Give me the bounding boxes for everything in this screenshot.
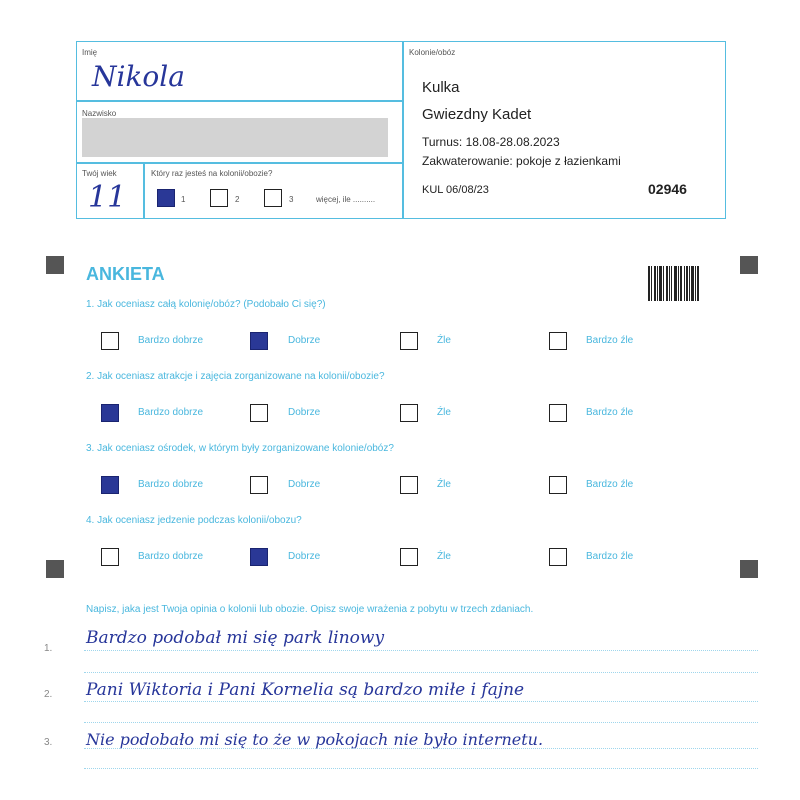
ktory-checkbox-2[interactable] [210, 189, 228, 207]
nazwisko-label: Nazwisko [82, 109, 117, 118]
question-4-checkbox-4[interactable] [549, 548, 567, 566]
question-1-checkbox-3[interactable] [400, 332, 418, 350]
camp-code: KUL 06/08/23 [422, 184, 489, 196]
form-number: 02946 [648, 181, 687, 197]
opinion-line-number-3: 3. [44, 737, 53, 748]
opinion-dotted-line-3b [84, 768, 758, 769]
question-3-option-label-4: Bardzo źle [586, 479, 634, 490]
opinion-dotted-line-3 [84, 748, 758, 749]
question-3-option-label-2: Dobrze [288, 479, 321, 490]
imie-value[interactable]: Nikola [92, 60, 185, 93]
ktory-option-2: 2 [235, 195, 240, 204]
question-1-checkbox-4[interactable] [549, 332, 567, 350]
question-2-option-label-4: Bardzo źle [586, 407, 634, 418]
question-4-checkbox-2[interactable] [250, 548, 268, 566]
registration-marker-bottom-left [46, 560, 64, 578]
question-4: 4. Jak oceniasz jedzenie podczas kolonii/obozu? [86, 515, 302, 526]
ktory-checkbox-1[interactable] [157, 189, 175, 207]
header-divider-vertical [402, 41, 404, 219]
registration-marker-bottom-right [740, 560, 758, 578]
opinion-line-number-1: 1. [44, 643, 53, 654]
survey-title: ANKIETA [86, 264, 165, 284]
question-2-checkbox-4[interactable] [549, 404, 567, 422]
question-1: 1. Jak oceniasz całą kolonię/obóz? (Podobało Ci się?) [86, 299, 326, 310]
opinion-prompt: Napisz, jaka jest Twoja opinia o kolonii lub obozie. Opisz swoje wrażenia z pobytu w trzech zdaniach. [86, 604, 534, 615]
wiek-label: Twój wiek [82, 169, 117, 178]
question-3-checkbox-3[interactable] [400, 476, 418, 494]
question-1-option-label-1: Bardzo dobrze [138, 335, 204, 346]
ktory-checkbox-3[interactable] [264, 189, 282, 207]
ktory-option-1: 1 [181, 195, 186, 204]
question-4-checkbox-1[interactable] [101, 548, 119, 566]
opinion-line-number-2: 2. [44, 689, 53, 700]
header-divider-nazwisko [76, 162, 403, 164]
opinion-line-1[interactable]: Bardzo podobał mi się park linowy [86, 628, 385, 648]
ktory-more-label: więcej, ile .......... [316, 195, 376, 204]
barcode [648, 266, 700, 301]
question-4-option-label-2: Dobrze [288, 551, 321, 562]
header-divider-age [143, 162, 145, 219]
question-1-checkbox-1[interactable] [101, 332, 119, 350]
registration-marker-top-right [740, 256, 758, 274]
question-1-checkbox-2[interactable] [250, 332, 268, 350]
question-2-checkbox-2[interactable] [250, 404, 268, 422]
question-1-option-label-3: Źle [437, 335, 451, 346]
opinion-dotted-line-1b [84, 672, 758, 673]
question-2-option-label-3: Źle [437, 407, 451, 418]
question-3-checkbox-2[interactable] [250, 476, 268, 494]
question-3-option-label-1: Bardzo dobrze [138, 479, 204, 490]
opinion-line-2[interactable]: Pani Wiktoria i Pani Kornelia są bardzo miłe i fajne [86, 680, 525, 700]
ktory-option-3: 3 [289, 195, 294, 204]
kolonie-label: Kolonie/obóz [409, 48, 456, 57]
question-2-option-label-2: Dobrze [288, 407, 321, 418]
question-2-checkbox-3[interactable] [400, 404, 418, 422]
opinion-dotted-line-2b [84, 722, 758, 723]
opinion-line-3[interactable]: Nie podobało mi się to że w pokojach nie było internetu. [86, 730, 544, 749]
question-3-checkbox-1[interactable] [101, 476, 119, 494]
question-1-option-label-2: Dobrze [288, 335, 321, 346]
question-2-option-label-1: Bardzo dobrze [138, 407, 204, 418]
nazwisko-redaction [82, 118, 388, 157]
question-2-checkbox-1[interactable] [101, 404, 119, 422]
imie-label: Imię [82, 48, 98, 57]
question-3: 3. Jak oceniasz ośrodek, w którym były zorganizowane kolonie/obóz? [86, 443, 394, 454]
question-2: 2. Jak oceniasz atrakcje i zajęcia zorganizowane na kolonii/obozie? [86, 371, 385, 382]
header-divider-imie [76, 100, 403, 102]
question-4-option-label-1: Bardzo dobrze [138, 551, 204, 562]
turnus: Turnus: 18.08-28.08.2023 [422, 135, 560, 149]
zakwaterowanie: Zakwaterowanie: pokoje z łazienkami [422, 154, 621, 168]
opinion-dotted-line-2 [84, 701, 758, 702]
opinion-dotted-line-1 [84, 650, 758, 651]
wiek-value[interactable]: 11 [88, 180, 127, 215]
registration-marker-top-left [46, 256, 64, 274]
question-4-option-label-3: Źle [437, 551, 451, 562]
question-3-checkbox-4[interactable] [549, 476, 567, 494]
ktory-label: Który raz jesteś na kolonii/obozie? [151, 169, 273, 178]
question-3-option-label-3: Źle [437, 479, 451, 490]
question-1-option-label-4: Bardzo źle [586, 335, 634, 346]
camp-name: Kulka [422, 79, 460, 96]
camp-subname: Gwiezdny Kadet [422, 106, 532, 123]
question-4-option-label-4: Bardzo źle [586, 551, 634, 562]
question-4-checkbox-3[interactable] [400, 548, 418, 566]
